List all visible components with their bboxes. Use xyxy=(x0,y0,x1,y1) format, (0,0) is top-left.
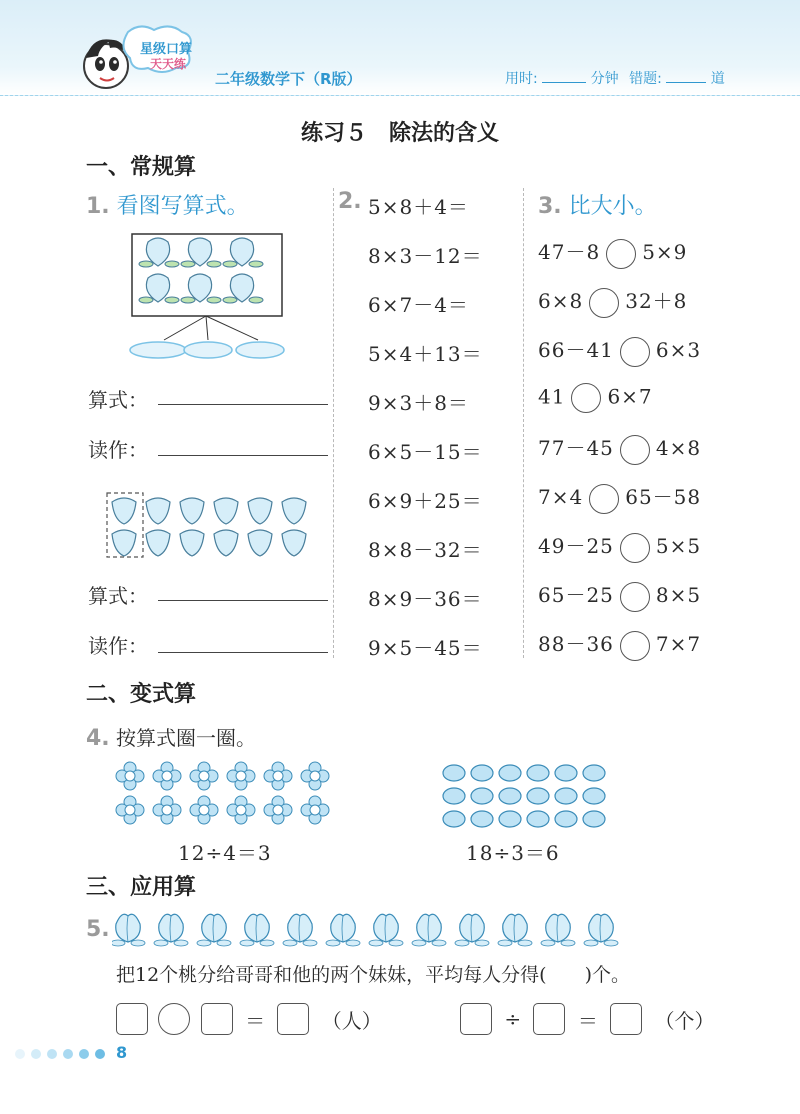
q3-left-2: 6×8 xyxy=(538,289,584,313)
time-unit: 分钟 xyxy=(590,71,619,87)
q1a-formula-label: 算式： xyxy=(88,388,148,412)
q2-number: 2. xyxy=(338,189,362,214)
q2-item-10: 9×5－45＝ xyxy=(368,636,483,660)
q1b-read-answer-line[interactable] xyxy=(158,652,328,653)
flower-grid-illustration xyxy=(112,760,342,830)
q3-compare-circle-1[interactable] xyxy=(606,239,636,269)
q2-item-7: 6×9＋25＝ xyxy=(368,489,483,513)
q3-heading xyxy=(538,189,657,220)
q5-number: 5. xyxy=(86,917,110,942)
q2-item-3: 6×7－4＝ xyxy=(368,293,469,317)
section-title-3: 三、应用算 xyxy=(86,875,197,900)
time-blank[interactable] xyxy=(542,82,586,83)
logo-text-line1: 星级口算 xyxy=(140,42,193,57)
q2-item-2: 8×3－12＝ xyxy=(368,244,483,268)
q2-item-1: 5×8＋4＝ xyxy=(368,195,469,219)
section-title-1: 一、常规算 xyxy=(86,155,197,180)
q3-left-3: 66－41 xyxy=(538,338,614,362)
q3-right-1: 5×9 xyxy=(642,240,688,264)
q5-unit-items: （个） xyxy=(654,1008,715,1033)
q3-right-4: 6×7 xyxy=(607,384,653,409)
column-divider-2 xyxy=(523,188,524,658)
mascot-logo xyxy=(78,22,208,102)
q3-left-8: 65－25 xyxy=(538,583,614,607)
q3-right-3: 6×3 xyxy=(655,338,702,362)
page-title: 练习５ 除法的含义 xyxy=(300,121,499,146)
q3-instruction: 比大小。 xyxy=(568,194,657,219)
logo-text-line2: 天天练 xyxy=(150,57,187,71)
q1a-formula-answer-line[interactable] xyxy=(158,404,328,405)
q5-right-box-2[interactable] xyxy=(533,1003,565,1035)
q1-strawberry-picture xyxy=(104,490,314,562)
column-divider-1 xyxy=(333,188,334,658)
q3-compare-circle-8[interactable] xyxy=(620,582,650,612)
q3-left-9: 88－36 xyxy=(538,632,614,656)
q3-left-6: 7×4 xyxy=(538,485,584,509)
q3-compare-circle-5[interactable] xyxy=(620,435,650,465)
time-label: 用时: xyxy=(505,71,538,87)
footer-dots xyxy=(14,1046,114,1062)
q3-right-7: 5×5 xyxy=(655,534,702,558)
q1b-formula-answer-line[interactable] xyxy=(158,600,328,601)
q1a-read-label: 读作： xyxy=(88,438,148,462)
q3-row-8 xyxy=(538,579,701,612)
q2-item-9: 8×9－36＝ xyxy=(368,587,483,611)
q3-compare-circle-3[interactable] xyxy=(620,337,650,367)
q4-leaves-picture xyxy=(440,762,620,832)
errors-unit: 道 xyxy=(710,71,725,87)
q3-left-4: 41 xyxy=(538,384,566,409)
q5-right-eq-sign: ＝ xyxy=(577,1008,598,1033)
q1b-read-label: 读作： xyxy=(88,634,148,658)
q3-compare-circle-2[interactable] xyxy=(589,288,619,318)
leaf-grid-illustration xyxy=(440,762,620,832)
q4-flowers-picture xyxy=(112,760,342,830)
q3-row-9 xyxy=(538,628,701,661)
q1-heading xyxy=(86,189,249,220)
q3-row-1 xyxy=(538,236,687,269)
q5-div-sign: ÷ xyxy=(504,1007,522,1031)
q2-item-6: 6×5－15＝ xyxy=(368,440,483,464)
section-title-2: 二、变式算 xyxy=(86,682,197,707)
q4-equation-right: 18÷3＝6 xyxy=(466,841,560,865)
grade-label: 二年级数学下（R版） xyxy=(215,70,362,88)
q3-row-5 xyxy=(538,432,701,465)
errors-blank[interactable] xyxy=(666,82,706,83)
q1-peach-picture xyxy=(128,232,288,362)
q2-item-8: 8×8－32＝ xyxy=(368,538,483,562)
q3-row-7 xyxy=(538,530,701,563)
q1b-formula-label: 算式： xyxy=(88,584,148,608)
q1-number: 1. xyxy=(86,194,110,219)
q3-row-3 xyxy=(538,334,701,367)
q4-number: 4. xyxy=(86,726,110,751)
q3-compare-circle-4[interactable] xyxy=(571,383,601,413)
q5-right-result-box[interactable] xyxy=(610,1003,642,1035)
q3-right-8: 8×5 xyxy=(655,583,702,607)
q5-problem-text: 把12个桃分给哥哥和他的两个妹妹，平均每人分得( )个。 xyxy=(116,964,631,986)
q4-equation-left: 12÷4＝3 xyxy=(178,841,272,865)
q5-right-box-1[interactable] xyxy=(460,1003,492,1035)
q3-right-5: 4×8 xyxy=(655,436,702,460)
q3-left-5: 77－45 xyxy=(538,436,614,460)
q3-compare-circle-9[interactable] xyxy=(620,631,650,661)
q5-left-box-2[interactable] xyxy=(201,1003,233,1035)
strawberry-rows-illustration xyxy=(104,490,314,562)
q1-instruction: 看图写算式。 xyxy=(116,194,249,219)
q5-equation-left xyxy=(116,1003,382,1035)
q5-left-box-1[interactable] xyxy=(116,1003,148,1035)
q3-right-9: 7×7 xyxy=(655,632,702,656)
q4-instruction: 按算式圈一圈。 xyxy=(116,726,257,750)
q4-heading xyxy=(86,722,256,751)
q3-row-2 xyxy=(538,285,687,318)
q2-item-4: 5×4＋13＝ xyxy=(368,342,483,366)
q3-right-6: 65－58 xyxy=(625,485,702,509)
q3-number: 3. xyxy=(538,194,562,219)
peach-plates-illustration xyxy=(128,232,288,362)
q5-left-result-box[interactable] xyxy=(277,1003,309,1035)
mascot-icon xyxy=(78,22,208,102)
q3-right-2: 32＋8 xyxy=(625,289,688,313)
time-field xyxy=(505,68,725,88)
q5-unit-people: （人） xyxy=(321,1008,382,1033)
q1a-read-answer-line[interactable] xyxy=(158,455,328,456)
q3-row-4 xyxy=(538,383,653,413)
q3-compare-circle-7[interactable] xyxy=(620,533,650,563)
q5-left-eq-sign: ＝ xyxy=(245,1008,266,1033)
q3-left-7: 49－25 xyxy=(538,534,614,558)
errors-label: 错题: xyxy=(629,71,662,87)
page-number: 8 xyxy=(116,1043,128,1062)
q3-compare-circle-6[interactable] xyxy=(589,484,619,514)
q3-row-6 xyxy=(538,481,701,514)
footer-dots-icon xyxy=(14,1046,114,1062)
twelve-peaches-illustration xyxy=(112,908,632,948)
q3-left-1: 47－8 xyxy=(538,240,601,264)
q5-peaches-picture xyxy=(112,908,632,948)
q2-item-5: 9×3＋8＝ xyxy=(368,391,469,415)
q5-equation-right xyxy=(460,1003,715,1035)
q5-operator-circle[interactable] xyxy=(158,1003,190,1035)
